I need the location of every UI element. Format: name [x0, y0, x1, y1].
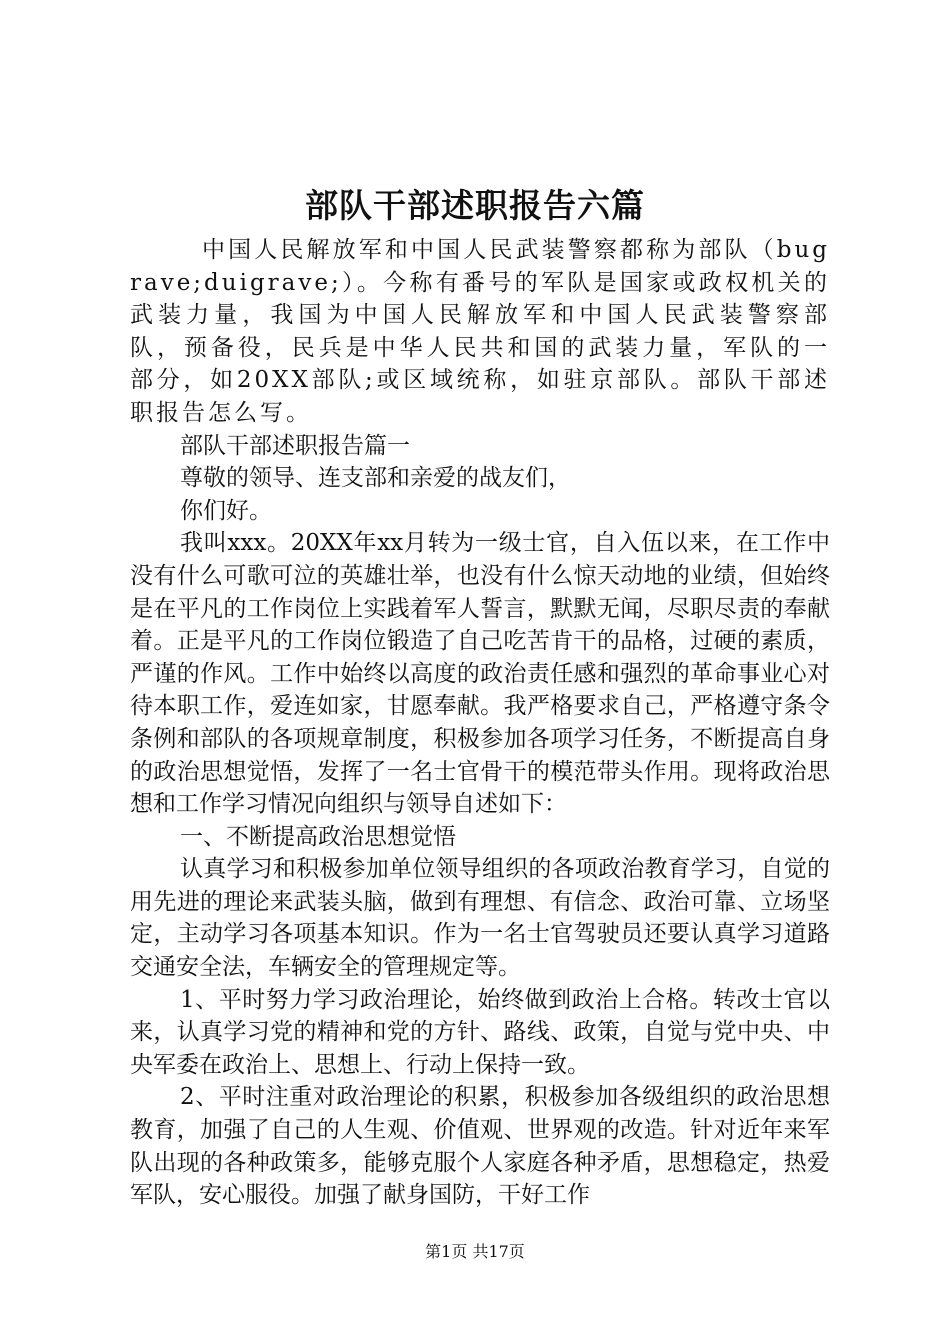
body-paragraph: 1、平时努力学习政治理论，始终做到政治上合格。转改士官以来，认真学习党的精神和党的方针、路线、政策，自觉与党中央、中央军委在政治上、思想上、行动上保持一致。	[130, 986, 830, 1078]
section-heading: 部队干部述职报告篇一	[180, 432, 410, 459]
body-paragraph: 我叫xxx。20XX年xx月转为一级士官，自入伍以来，在工作中没有什么可歌可泣的英雄壮举，也没有什么惊天动地的业绩，但始终是在平凡的工作岗位上实践着军人誓言，默默无闻，尽职尽责的奉献着。正是平凡的工作岗位锻造了自己吃苦肯干的品格，过硬的素质，严谨的作风。工作中始终以高度的政治责任感和强烈的革命事业心对待本职工作，爱连如家，甘愿奉献。我严格要求自己，严格遵守条令条例和部队的各项规章制度，积极参加各项学习任务，不断提高自身的政治思想觉悟，发挥了一名士官骨干的模范带头作用。现将政治思想和工作学习情况向组织与领导自述如下：	[130, 530, 830, 818]
document-title: 部队干部述职报告六篇	[305, 186, 645, 225]
body-paragraph: 2、平时注重对政治理论的积累，积极参加各级组织的政治思想教育，加强了自己的人生观、价值观、世界观的改造。针对近年来军队出现的各种政策多，能够克服个人家庭各种矛盾，思想稳定，热爱军队，安心服役。加强了献身国防，干好工作	[130, 1084, 830, 1209]
subsection-heading: 一、不断提高政治思想觉悟	[180, 823, 456, 850]
salutation: 尊敬的领导、连支部和亲爱的战友们，	[180, 465, 571, 492]
intro-paragraph: 中国人民解放军和中国人民武装警察都称为部队（bugrave;duigrave;）。今称有番号的军队是国家或政权机关的武装力量，我国为中国人民解放军和中国人民武装警察部队，预备役，民兵是中华人民共和国的武装力量，军队的一部分，如20XX部队;或区域统称，如驻京部队。部队干部述职报告怎么写。	[130, 237, 830, 426]
page-number-footer: 第1页 共17页	[425, 1242, 525, 1261]
body-paragraph: 认真学习和积极参加单位领导组织的各项政治教育学习，自觉的用先进的理论来武装头脑，做到有理想、有信念、政治可靠、立场坚定，主动学习各项基本知识。作为一名士官驾驶员还要认真学习道路交通安全法，车辆安全的管理规定等。	[130, 856, 830, 981]
document-body	[130, 234, 830, 1212]
greeting: 你们好。	[180, 497, 272, 524]
